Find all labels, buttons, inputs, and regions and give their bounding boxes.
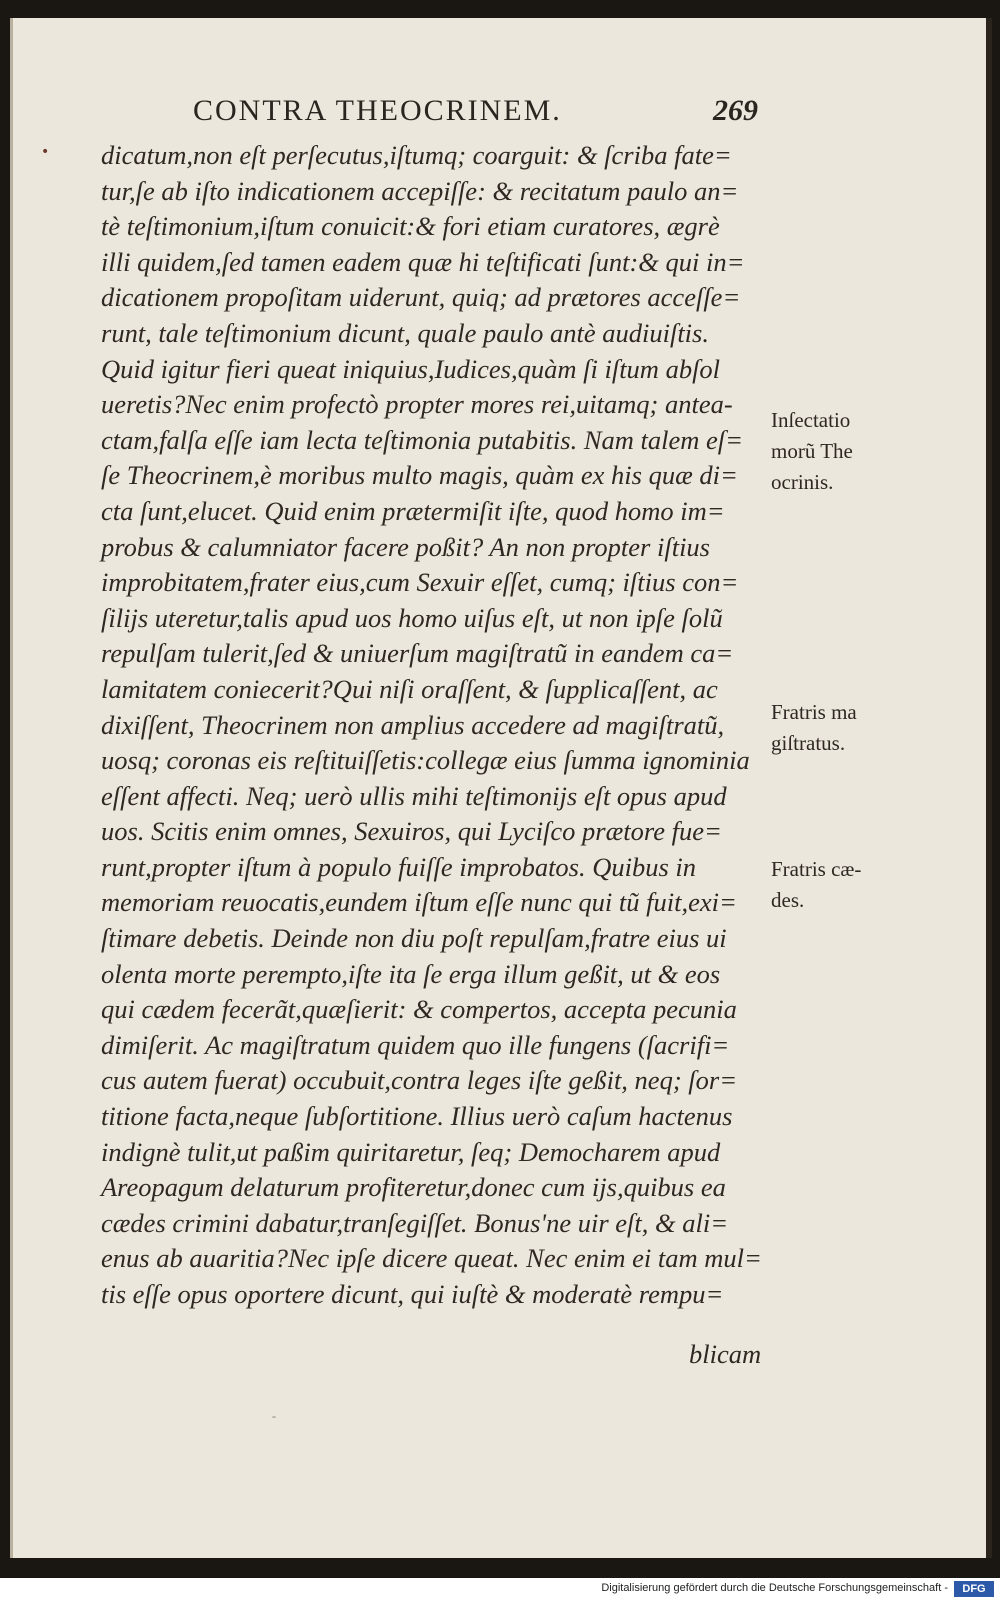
text-line: dicatum,non eſt perſecutus,iſtumq; coarguit: & ſcriba fate=: [101, 140, 732, 170]
marginal-note: [771, 697, 911, 759]
marginal-note-line: giſtratus.: [771, 731, 846, 755]
text-line: illi quidem,ſed tamen eadem quæ hi teſtificati ſunt:& qui in=: [101, 246, 745, 277]
text-line: ſtimare debetis. Deinde non diu poſt repulſam,fratre eius ui: [101, 923, 727, 954]
text-line: cta ſunt,elucet. Quid enim prætermiſit iſte, quod homo im=: [101, 495, 725, 526]
marginal-note-line: ocrinis.: [771, 470, 834, 494]
text-line: dimiſerit. Ac magiſtratum quidem quo ille fungens (ſacrifi=: [101, 1029, 730, 1060]
running-head: [193, 80, 773, 130]
text-line: Quid igitur fieri queat iniquius,Iudices,quàm ſi iſtum abſol: [101, 353, 721, 384]
page-number: 269: [713, 94, 758, 127]
running-head-title: CONTRA THEOCRINEM.: [193, 94, 562, 127]
digitization-credit: Digitalisierung gefördert durch die Deutsche Forschungsgemeinschaft -: [601, 1582, 948, 1594]
text-line: Areopagum delaturum profiteretur,donec cum ijs,quibus ea: [101, 1172, 726, 1203]
text-line: eſſent affecti. Neq; uerò ullis mihi teſtimonijs eſt opus apud: [101, 780, 727, 811]
text-line: ſe Theocrinem,è moribus multo magis, quàm ex his quæ di=: [101, 460, 738, 491]
marginal-note: [771, 854, 911, 916]
text-line: dixiſſent, Theocrinem non amplius accedere ad magiſtratũ,: [101, 709, 725, 740]
text-line: improbitatem,frater eius,cum Sexuir eſſet, cumq; iſtius con=: [101, 567, 739, 598]
text-line: runt,propter iſtum à populo fuiſſe improbatos. Quibus in: [101, 851, 697, 882]
text-line: tè teſtimonium,iſtum conuicit:& fori etiam curatores, ægrè: [101, 211, 720, 242]
marginal-note-line: des.: [771, 888, 805, 912]
text-line: uos. Scitis enim omnes, Sexuiros, qui Lyciſco prætore fue=: [101, 816, 722, 847]
text-line: dicationem propoſitam uiderunt, quiq; ad prætores acceſſe=: [101, 282, 741, 313]
text-line: qui cædem fecerãt,quæſierit: & compertos, accepta pecunia: [101, 994, 737, 1025]
text-line: repulſam tulerit,ſed & uniuerſum magiſtratũ in eandem ca=: [101, 638, 734, 669]
text-line: ctam,falſa eſſe iam lecta teſtimonia putabitis. Nam talem eſ=: [101, 424, 744, 455]
margin-mark-icon: •: [41, 144, 50, 160]
ink-speck: ˉ: [271, 1415, 277, 1429]
catchword: blicam: [689, 1339, 762, 1369]
text-line: tis eſſe opus oportere dicunt, qui iuſtè & moderatè rempu=: [101, 1279, 724, 1309]
text-line: cus autem fuerat) occubuit,contra leges iſte geßit, neq; ſor=: [101, 1065, 738, 1096]
marginal-note: [771, 405, 911, 498]
text-line: enus ab auaritia?Nec ipſe dicere queat. Nec enim ei tam mul=: [101, 1243, 762, 1274]
text-line: titione facta,neque ſubſortitione. Illius uerò caſum hactenus: [101, 1101, 733, 1132]
text-line: probus & calumniator facere poßit? An non propter iſtius: [101, 531, 710, 562]
body-text: [101, 138, 771, 1313]
text-line: lamitatem coniecerit?Qui niſi oraſſent, & ſupplicaſſent, ac: [101, 673, 718, 704]
book-page: [10, 18, 992, 1558]
text-line: olenta morte perempto,iſte ita ſe erga illum geßit, ut & eos: [101, 958, 721, 989]
text-line: uosq; coronas eis reſtituiſſetis:collegæ eius ſumma ignominia: [101, 745, 750, 776]
text-line: ueretis?Nec enim profectò propter mores rei,uitamq; antea-: [101, 389, 733, 420]
dfg-logo: DFG: [954, 1581, 994, 1597]
text-line: runt, tale teſtimonium dicunt, quale paulo antè audiuiſtis.: [101, 317, 709, 348]
text-line: ſilijs uteretur,talis apud uos homo uiſus eſt, ut non ipſe ſolũ: [101, 602, 723, 633]
marginal-note-line: Inſectatio: [771, 408, 851, 432]
marginal-note-line: morũ The: [771, 439, 853, 463]
marginal-note-line: Fratris cæ-: [771, 857, 862, 881]
text-line: cædes crimini dabatur,tranſegiſſet. Bonus'ne uir eſt, & ali=: [101, 1207, 729, 1238]
text-line: memoriam reuocatis,eundem iſtum eſſe nunc qui tũ fuit,exi=: [101, 887, 737, 918]
footer-bar: [0, 1578, 1000, 1600]
text-line: indignè tulit,ut paßim quiritaretur, ſeq; Democharem apud: [101, 1136, 721, 1167]
text-line: tur,ſe ab iſto indicationem accepiſſe: & recitatum paulo an=: [101, 175, 739, 206]
marginal-note-line: Fratris ma: [771, 700, 857, 724]
